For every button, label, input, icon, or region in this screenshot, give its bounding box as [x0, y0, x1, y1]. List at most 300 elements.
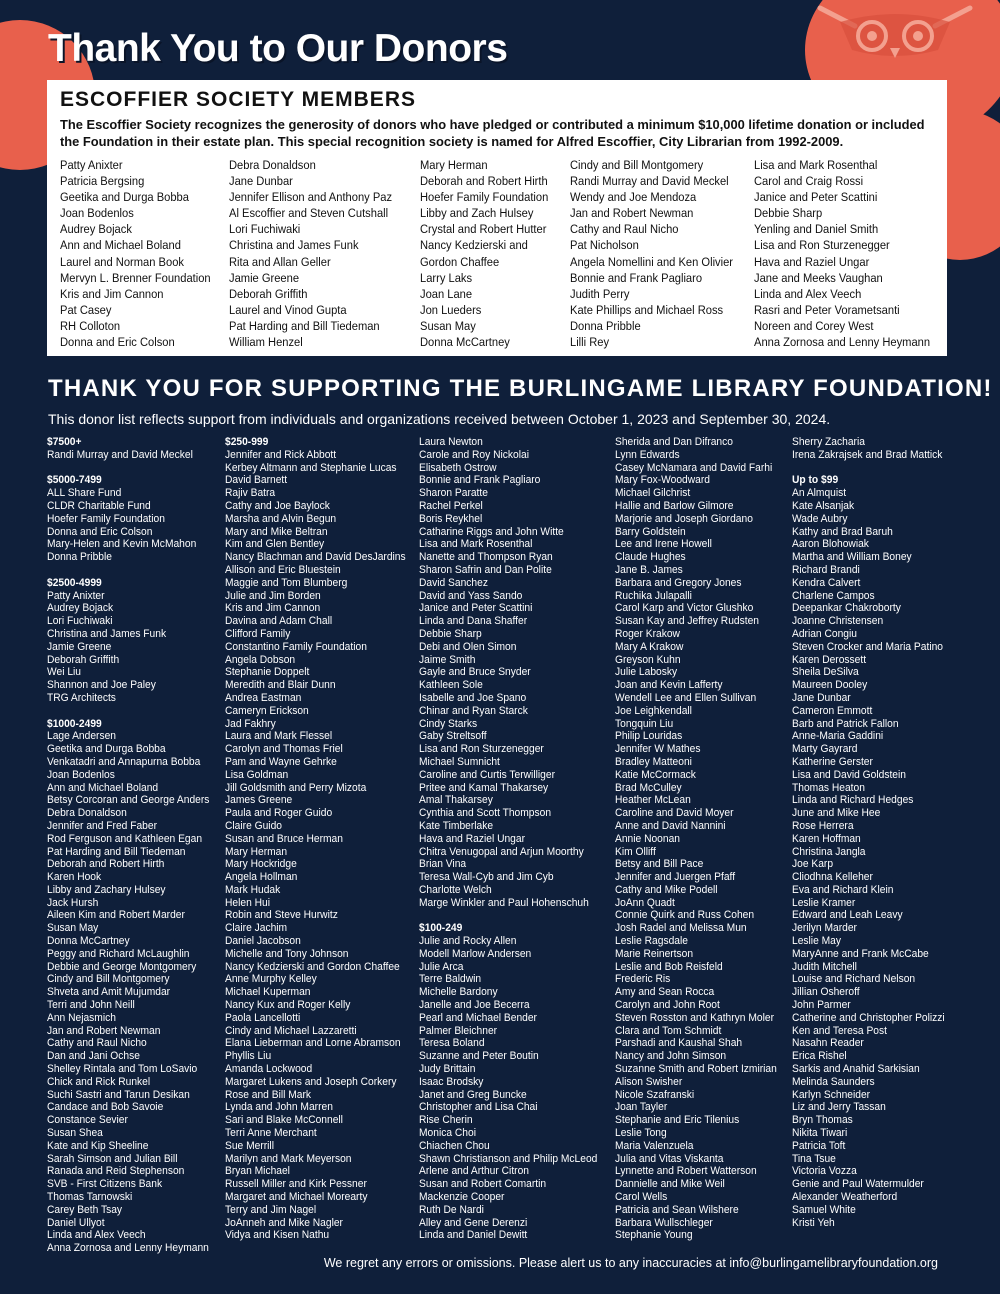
- donor-name: Constantino Family Foundation: [225, 640, 367, 653]
- donor-name: Nancy and John Simson: [615, 1050, 727, 1063]
- donor-tier-heading: $1000-2499: [47, 717, 102, 730]
- donor-name: Lage Andersen: [47, 730, 116, 743]
- donor-name: Eva and Richard Klein: [792, 883, 894, 896]
- escoffier-member: Jennifer Ellison and Anthony Paz: [229, 190, 393, 205]
- donor-name: Sherry Zacharia: [792, 436, 865, 448]
- escoffier-member: Lori Fuchiwaki: [229, 222, 301, 237]
- donor-name: Katie McCormack: [615, 768, 696, 781]
- donor-name: Donna Pribble: [47, 551, 112, 564]
- donor-name: Teresa Wall-Cyb and Jim Cyb: [419, 871, 554, 884]
- donor-name: Leslie Tong: [615, 1127, 667, 1140]
- donor-name: Rajiv Batra: [225, 487, 276, 500]
- donor-name: Boris Reykhel: [419, 512, 483, 525]
- donor-name: Audrey Bojack: [47, 602, 114, 615]
- donor-name: Karen Hook: [47, 871, 102, 884]
- donor-name: Genie and Paul Watermulder: [792, 1178, 924, 1191]
- donor-name: Nanette and Thompson Ryan: [419, 551, 553, 564]
- donor-name: Jack Hursh: [47, 896, 99, 909]
- escoffier-column: [754, 157, 950, 350]
- donor-name: Kristi Yeh: [792, 1216, 835, 1229]
- donor-name: Terry and Jim Nagel: [225, 1203, 317, 1216]
- escoffier-member: Lisa and Mark Rosenthal: [754, 158, 878, 172]
- donor-name: Pritee and Kamal Thakarsey: [419, 781, 549, 794]
- donor-name: David Barnett: [225, 474, 288, 487]
- donor-name: Sherida and Dan Difranco: [615, 436, 733, 448]
- donor-name: Parshadi and Kaushal Shah: [615, 1037, 743, 1050]
- escoffier-member: Anna Zornosa and Lenny Heymann: [754, 335, 931, 350]
- escoffier-member: Wendy and Joe Mendoza: [570, 190, 697, 205]
- donor-name: Daniel Ullyot: [47, 1216, 105, 1229]
- donor-name: Jennifer and Rick Abbott: [225, 448, 337, 461]
- donor-name: Pat Harding and Bill Tiedeman: [47, 845, 186, 858]
- donor-name: Jerilyn Marder: [792, 922, 857, 935]
- donor-name: Marjorie and Joseph Giordano: [615, 512, 753, 525]
- donor-name: Geetika and Durga Bobba: [47, 743, 166, 756]
- donor-name: Lisa and David Goldstein: [792, 768, 906, 781]
- donor-name: Lisa and Mark Rosenthal: [419, 538, 533, 551]
- donor-name: Michael Gilchrist: [615, 487, 691, 500]
- donor-name: Brad McCulley: [615, 781, 682, 794]
- donor-name: Christopher and Lisa Chai: [419, 1101, 538, 1114]
- donor-name: Cindy and Bill Montgomery: [47, 973, 170, 986]
- donor-name: Marilyn and Mark Meyerson: [225, 1152, 352, 1165]
- escoffier-member: Christina and James Funk: [229, 238, 359, 253]
- donor-name: Amal Thakarsey: [419, 794, 493, 807]
- donor-name: Kendra Calvert: [792, 576, 861, 589]
- donor-name: Marty Gayrard: [792, 743, 858, 756]
- donor-name: Caroline and David Moyer: [615, 807, 734, 820]
- donor-name: Pearl and Michael Bender: [419, 1011, 537, 1024]
- donor-column: [47, 436, 227, 1255]
- escoffier-member: Mary Herman: [420, 158, 488, 172]
- donor-name: Daniel Jacobson: [225, 935, 301, 948]
- donor-name: Helen Hui: [225, 896, 271, 909]
- donor-name: Wei Liu: [47, 666, 82, 679]
- donor-name: Sharon Safrin and Dan Polite: [419, 563, 552, 576]
- donor-name: Hava and Raziel Ungar: [419, 832, 526, 845]
- donor-name: SVB - First Citizens Bank: [47, 1178, 163, 1191]
- donor-name: Sheila DeSilva: [792, 666, 859, 679]
- donor-name: Elana Lieberman and Lorne Abramson: [225, 1037, 401, 1050]
- donor-name: CLDR Charitable Fund: [47, 499, 151, 512]
- donor-name: Victoria Vozza: [792, 1165, 857, 1178]
- escoffier-member: Joan Bodenlos: [60, 206, 134, 221]
- donor-name: Venkatadri and Annapurna Bobba: [47, 755, 201, 768]
- donor-column: [225, 436, 426, 1242]
- escoffier-column: [60, 157, 227, 350]
- donor-name: Linda and Richard Hedges: [792, 794, 914, 807]
- donor-name: Hallie and Barlow Gilmore: [615, 499, 734, 512]
- donor-name: Shawn Christianson and Philip McLeod: [419, 1152, 598, 1165]
- donor-name: Robin and Steve Hurwitz: [225, 909, 338, 922]
- donor-name: Carolyn and Thomas Friel: [225, 743, 343, 756]
- escoffier-column: [570, 157, 751, 350]
- donor-name: Cathy and Joe Baylock: [225, 499, 330, 512]
- donor-name: Claire Guido: [225, 819, 282, 832]
- donor-name: Josh Radel and Melissa Mun: [615, 922, 747, 935]
- donor-name: Stephanie Doppelt: [225, 666, 310, 679]
- escoffier-member: Yenling and Daniel Smith: [754, 222, 879, 237]
- donor-name: Pam and Wayne Gehrke: [225, 755, 337, 768]
- donor-name: Sari and Blake McConnell: [225, 1114, 343, 1127]
- donor-name: Bryan Michael: [225, 1165, 290, 1178]
- donor-name: Palmer Bleichner: [419, 1024, 498, 1037]
- donor-name: David and Yass Sando: [419, 589, 523, 602]
- donor-name: Peggy and Richard McLaughlin: [47, 947, 190, 960]
- escoffier-member: Angela Nomellini and Ken Olivier: [570, 254, 734, 269]
- escoffier-society-panel: [47, 80, 947, 356]
- donor-name: Janice and Peter Scattini: [419, 602, 533, 615]
- escoffier-member: Rasri and Peter Vorametsanti: [754, 302, 900, 317]
- escoffier-member: Jon Lueders: [420, 302, 482, 317]
- donor-name: Mary A Krakow: [615, 640, 684, 653]
- escoffier-member: Audrey Bojack: [60, 222, 132, 237]
- donor-name: Sue Merrill: [225, 1139, 274, 1152]
- donor-name: Terri and John Neill: [47, 999, 135, 1012]
- escoffier-member: Deborah Griffith: [229, 286, 308, 301]
- donor-name: Shelley Rintala and Tom LoSavio: [47, 1063, 198, 1076]
- donor-name: Sarah Simson and Julian Bill: [47, 1152, 178, 1165]
- donor-name: Mary Fox-Woodward: [615, 474, 710, 487]
- escoffier-member: Linda and Alex Veech: [754, 286, 862, 301]
- page-title: Thank You to Our Donors: [48, 27, 508, 70]
- donor-name: Chick and Rick Runkel: [47, 1075, 151, 1088]
- donor-name: Cathy and Raul Nicho: [47, 1037, 147, 1050]
- spacer: [47, 462, 209, 475]
- donor-name: Catharine Riggs and John Witte: [419, 525, 564, 538]
- escoffier-member: Hoefer Family Foundation: [420, 190, 549, 205]
- donor-name: Michelle and Tony Johnson: [225, 947, 349, 960]
- donor-name: Meredith and Blair Dunn: [225, 679, 336, 692]
- escoffier-member: Cindy and Bill Montgomery: [570, 158, 704, 172]
- donor-name: Teresa Boland: [419, 1037, 485, 1050]
- spacer: [419, 909, 597, 922]
- escoffier-member: Nancy Kedzierski and: [420, 238, 528, 253]
- donor-name: Erica Rishel: [792, 1050, 847, 1063]
- donor-name: Allison and Eric Bluestein: [225, 563, 341, 576]
- donor-tier-heading: Up to $99: [792, 474, 839, 487]
- donor-name: Joan and Kevin Lafferty: [615, 679, 723, 692]
- donor-name: Marie Reinertson: [615, 947, 694, 960]
- escoffier-member: Patty Anixter: [60, 158, 123, 172]
- donor-name: Barb and Patrick Fallon: [792, 717, 899, 730]
- donor-name: Randi Murray and David Meckel: [47, 448, 193, 461]
- donor-name: Laura Newton: [419, 436, 483, 448]
- donor-name: Philip Louridas: [615, 730, 683, 743]
- donor-name: Cindy Starks: [419, 717, 478, 730]
- donor-name: Rise Cherin: [419, 1114, 473, 1127]
- donor-name: Amy and Sean Rocca: [615, 986, 715, 999]
- donor-name: Nicole Szafranski: [615, 1088, 695, 1101]
- donor-name: Sarkis and Anahid Sarkisian: [792, 1063, 920, 1076]
- donor-name: Liz and Jerry Tassan: [792, 1101, 886, 1114]
- donor-name: Irena Zakrajsek and Brad Mattick: [792, 448, 943, 461]
- donor-name: Vidya and Kisen Nathu: [225, 1229, 330, 1242]
- donor-name: Chitra Venugopal and Arjun Moorthy: [419, 845, 584, 858]
- donor-name: Frederic Ris: [615, 973, 671, 986]
- donor-name: Bryn Thomas: [792, 1114, 853, 1127]
- donor-name: Lee and Irene Howell: [615, 538, 712, 551]
- escoffier-member: Mervyn L. Brenner Foundation: [60, 270, 211, 285]
- donor-name: Betsy Corcoran and George Anders: [47, 794, 210, 807]
- donor-name: Charlene Campos: [792, 589, 875, 602]
- donor-name: Dannielle and Mike Weil: [615, 1178, 725, 1191]
- escoffier-member: Crystal and Robert Hutter: [420, 222, 547, 237]
- escoffier-member: RH Colloton: [60, 318, 121, 333]
- donor-name: Wendell Lee and Ellen Sullivan: [615, 691, 757, 704]
- escoffier-member: Donna Pribble: [570, 318, 641, 333]
- donor-name: Richard Brandi: [792, 563, 860, 576]
- donor-name: Candace and Bob Savoie: [47, 1101, 164, 1114]
- donor-name: James Greene: [225, 794, 293, 807]
- donor-name: Gaby Streltsoff: [419, 730, 487, 743]
- donor-name: Linda and Alex Veech: [47, 1229, 146, 1242]
- donor-name: Kate Alsanjak: [792, 499, 855, 512]
- escoffier-member: Patricia Bergsing: [60, 174, 145, 189]
- donor-name: MaryAnne and Frank McCabe: [792, 947, 929, 960]
- donor-name: Samuel White: [792, 1203, 856, 1216]
- escoffier-member: Laurel and Vinod Gupta: [229, 302, 347, 317]
- donor-name: Elisabeth Ostrow: [419, 461, 497, 474]
- donor-name: Ruchika Julapalli: [615, 589, 692, 602]
- donor-name: Margaret Lukens and Joseph Corkery: [225, 1075, 397, 1088]
- escoffier-member: Hava and Raziel Ungar: [754, 254, 870, 269]
- donor-name: Cameryn Erickson: [225, 704, 309, 717]
- donor-name: Angela Dobson: [225, 653, 296, 666]
- donor-name: Brian Vina: [419, 858, 467, 871]
- donor-name: Aileen Kim and Robert Marder: [47, 909, 185, 922]
- donor-name: Christina and James Funk: [47, 627, 167, 640]
- donor-name: Nikita Tiwari: [792, 1127, 848, 1140]
- donor-name: Louise and Richard Nelson: [792, 973, 916, 986]
- donor-name: Alexander Weatherford: [792, 1191, 898, 1204]
- donor-name: Patricia Toft: [792, 1139, 846, 1152]
- escoffier-member: Rita and Allan Geller: [229, 254, 331, 269]
- donor-name: Linda and Daniel Dewitt: [419, 1229, 528, 1242]
- donor-name: Debbie Sharp: [419, 627, 482, 640]
- donor-column: [792, 436, 962, 1229]
- donor-name: Anne Murphy Kelley: [225, 973, 317, 986]
- escoffier-member: Laurel and Norman Book: [60, 254, 184, 269]
- donor-name: Stephanie Young: [615, 1229, 693, 1242]
- donor-name: Kerbey Altmann and Stephanie Lucas: [225, 461, 397, 474]
- donor-name: Modell Marlow Andersen: [419, 947, 532, 960]
- donor-name: Lisa Goldman: [225, 768, 289, 781]
- donor-name: Constance Sevier: [47, 1114, 128, 1127]
- donor-name: Amanda Lockwood: [225, 1063, 313, 1076]
- donor-name: Carolyn and John Root: [615, 999, 720, 1012]
- donor-name: Suchi Sastri and Tarun Desikan: [47, 1088, 190, 1101]
- donor-name: Donna McCartney: [47, 935, 130, 948]
- donor-name: Aaron Blohowiak: [792, 538, 869, 551]
- escoffier-member: Libby and Zach Hulsey: [420, 206, 534, 221]
- donor-name: Janelle and Joe Becerra: [419, 999, 530, 1012]
- donor-name: Karen Derossett: [792, 653, 867, 666]
- donor-name: Bradley Matteoni: [615, 755, 692, 768]
- donor-name: Heather McLean: [615, 794, 691, 807]
- escoffier-member: Deborah and Robert Hirth: [420, 174, 548, 189]
- donor-name: Phyllis Liu: [225, 1050, 272, 1063]
- donor-name: Barbara Wullschleger: [615, 1216, 713, 1229]
- escoffier-member: Ann and Michael Boland: [60, 238, 181, 253]
- donor-name: Paola Lancellotti: [225, 1011, 301, 1024]
- donor-name: Deborah Griffith: [47, 653, 120, 666]
- donor-name: Rod Ferguson and Kathleen Egan: [47, 832, 203, 845]
- escoffier-member: Jane Dunbar: [229, 174, 293, 189]
- escoffier-member: Gordon Chaffee: [420, 254, 500, 269]
- donor-name: Debi and Olen Simon: [419, 640, 517, 653]
- donor-name: Karen Hoffman: [792, 832, 861, 845]
- donor-name: Jaime Smith: [419, 653, 476, 666]
- donor-column: [615, 436, 795, 1242]
- donor-name: Julia and Vitas Viskanta: [615, 1152, 724, 1165]
- donor-name: Suzanne Smith and Robert Izmirian: [615, 1063, 777, 1076]
- footer-note: We regret any errors or omissions. Please alert us to any inaccuracies at info@burlingamelibraryfoundation.org: [323, 1256, 938, 1270]
- donor-name: Leslie Ragsdale: [615, 935, 688, 948]
- escoffier-heading: ESCOFFIER SOCIETY MEMBERS: [60, 88, 416, 111]
- donor-name: Mary and Mike Beltran: [225, 525, 328, 538]
- escoffier-member: Lilli Rey: [570, 335, 610, 350]
- donor-name: Bonnie and Frank Pagliaro: [419, 474, 541, 487]
- donor-name: Jane B. James: [615, 563, 683, 576]
- donor-name: Andrea Eastman: [225, 691, 302, 704]
- donor-name: Carol Wells: [615, 1191, 668, 1204]
- donor-name: Julie and Rocky Allen: [419, 935, 517, 948]
- donor-name: Cameron Emmott: [792, 704, 873, 717]
- donor-name: Mark Hudak: [225, 883, 281, 896]
- donor-name: Julie Labosky: [615, 666, 678, 679]
- donor-name: Chinar and Ryan Starck: [419, 704, 528, 717]
- donor-name: Jan and Robert Newman: [47, 1024, 161, 1037]
- donor-name: June and Mike Hee: [792, 807, 881, 820]
- escoffier-member: Al Escoffier and Steven Cutshall: [229, 206, 389, 221]
- donor-name: Michelle Bardony: [419, 986, 498, 999]
- donor-name: Anne and David Nannini: [615, 819, 726, 832]
- donor-name: Claire Jachim: [225, 922, 288, 935]
- donor-name: Mary Hockridge: [225, 858, 297, 871]
- spacer: [792, 462, 945, 475]
- donor-name: Joan Bodenlos: [47, 768, 115, 781]
- donor-name: Patty Anixter: [47, 589, 105, 602]
- donor-name: Michael Sumnicht: [419, 755, 500, 768]
- donor-name: Davina and Adam Chall: [225, 615, 333, 628]
- donor-name: Monica Choi: [419, 1127, 476, 1140]
- donor-name: Jane Dunbar: [792, 691, 851, 704]
- donor-name: Adrian Congiu: [792, 627, 857, 640]
- donor-name: David Sanchez: [419, 576, 488, 589]
- thanks-subtitle: This donor list reflects support from individuals and organizations received between October 1, 2023 and September 30, 2024.: [48, 411, 831, 427]
- donor-name: Ken and Teresa Post: [792, 1024, 887, 1037]
- donor-name: Cynthia and Scott Thompson: [419, 807, 552, 820]
- escoffier-member: Cathy and Raul Nicho: [570, 222, 679, 237]
- donor-name: Debra Donaldson: [47, 807, 127, 820]
- donor-name: Kate Timberlake: [419, 819, 494, 832]
- donor-name: Steven Crocker and Maria Patino: [792, 640, 944, 653]
- donor-name: Arlene and Arthur Citron: [419, 1165, 529, 1178]
- donor-name: Shannon and Joe Paley: [47, 679, 156, 692]
- donor-name: Janet and Greg Buncke: [419, 1088, 527, 1101]
- donor-name: Shveta and Amit Mujumdar: [47, 986, 171, 999]
- donor-name: Nancy Blachman and David DesJardins: [225, 551, 406, 564]
- donor-name: Lynn Edwards: [615, 448, 680, 461]
- donor-name: Jennifer W Mathes: [615, 743, 701, 756]
- donor-name: Julie and Jim Borden: [225, 589, 321, 602]
- donor-name: Linda and Dana Shaffer: [419, 615, 528, 628]
- donor-name: Susan Kay and Jeffrey Rudsten: [615, 615, 759, 628]
- donor-name: Libby and Zachary Hulsey: [47, 883, 166, 896]
- donor-name: Jill Goldsmith and Perry Mizota: [225, 781, 367, 794]
- donor-name: Lori Fuchiwaki: [47, 615, 113, 628]
- escoffier-member: Janice and Peter Scattini: [754, 190, 878, 205]
- donor-name: Carole and Roy Nickolai: [419, 448, 529, 461]
- donor-name: Russell Miller and Kirk Pessner: [225, 1178, 367, 1191]
- donor-name: Nancy Kux and Roger Kelly: [225, 999, 351, 1012]
- donor-name: Suzanne and Peter Boutin: [419, 1050, 539, 1063]
- escoffier-member: Debbie Sharp: [754, 206, 823, 221]
- donor-name: Marsha and Alvin Begun: [225, 512, 337, 525]
- donor-name: JoAnn Quadt: [615, 896, 675, 909]
- donor-name: TRG Architects: [47, 691, 116, 704]
- donor-name: Karlyn Schneider: [792, 1088, 871, 1101]
- donor-name: Charlotte Welch: [419, 883, 492, 896]
- donor-name: Lisa and Ron Sturzenegger: [419, 743, 544, 756]
- donor-name: Jillian Osheroff: [792, 986, 860, 999]
- escoffier-member: Judith Perry: [570, 286, 630, 301]
- donor-name: Mary-Helen and Kevin McMahon: [47, 538, 197, 551]
- donor-tier-heading: $250-999: [225, 436, 269, 448]
- donor-name: Betsy and Bill Pace: [615, 858, 704, 871]
- escoffier-column: [229, 157, 410, 350]
- donor-name: Carey Beth Tsay: [47, 1203, 123, 1216]
- donor-name: Leslie Kramer: [792, 896, 856, 909]
- donor-name: Kathy and Brad Baruh: [792, 525, 893, 538]
- donor-name: Wade Aubry: [792, 512, 848, 525]
- donor-name: Maureen Dooley: [792, 679, 868, 692]
- donor-name: Dan and Jani Ochse: [47, 1050, 140, 1063]
- donor-name: Susan and Bruce Herman: [225, 832, 343, 845]
- donor-name: Ruth De Nardi: [419, 1203, 484, 1216]
- donor-column: [419, 436, 617, 1242]
- escoffier-member: Debra Donaldson: [229, 158, 316, 172]
- donor-name: Nasahn Reader: [792, 1037, 864, 1050]
- donor-name: Casey McNamara and David Farhi: [615, 461, 773, 474]
- escoffier-member: Donna and Eric Colson: [60, 335, 175, 350]
- donor-name: Tina Tsue: [792, 1152, 836, 1165]
- donor-name: Jamie Greene: [47, 640, 112, 653]
- donor-name: Nancy Kedzierski and Gordon Chaffee: [225, 960, 400, 973]
- donor-name: Clara and Tom Schmidt: [615, 1024, 722, 1037]
- donor-name: Alison Swisher: [615, 1075, 683, 1088]
- donor-name: Greyson Kuhn: [615, 653, 681, 666]
- donor-name: Susan May: [47, 922, 99, 935]
- donor-name: Rose Herrera: [792, 819, 854, 832]
- donor-name: Isaac Brodsky: [419, 1075, 484, 1088]
- escoffier-member: Noreen and Corey West: [754, 318, 874, 333]
- escoffier-member: Joan Lane: [420, 286, 473, 301]
- donor-name: Claude Hughes: [615, 551, 686, 564]
- escoffier-member: Bonnie and Frank Pagliaro: [570, 270, 703, 285]
- donor-name: Jad Fakhry: [225, 717, 276, 730]
- escoffier-member: Randi Murray and David Meckel: [570, 174, 729, 189]
- escoffier-member: Lisa and Ron Sturzenegger: [754, 238, 890, 253]
- escoffier-member: Donna McCartney: [420, 335, 510, 350]
- donor-tier-heading: $5000-7499: [47, 474, 102, 487]
- donor-name: Lynda and John Marren: [225, 1101, 333, 1114]
- donor-name: Debbie and George Montgomery: [47, 960, 197, 973]
- escoffier-column: [420, 157, 563, 350]
- escoffier-member: Kate Phillips and Michael Ross: [570, 302, 724, 317]
- donor-name: Judith Mitchell: [792, 960, 857, 973]
